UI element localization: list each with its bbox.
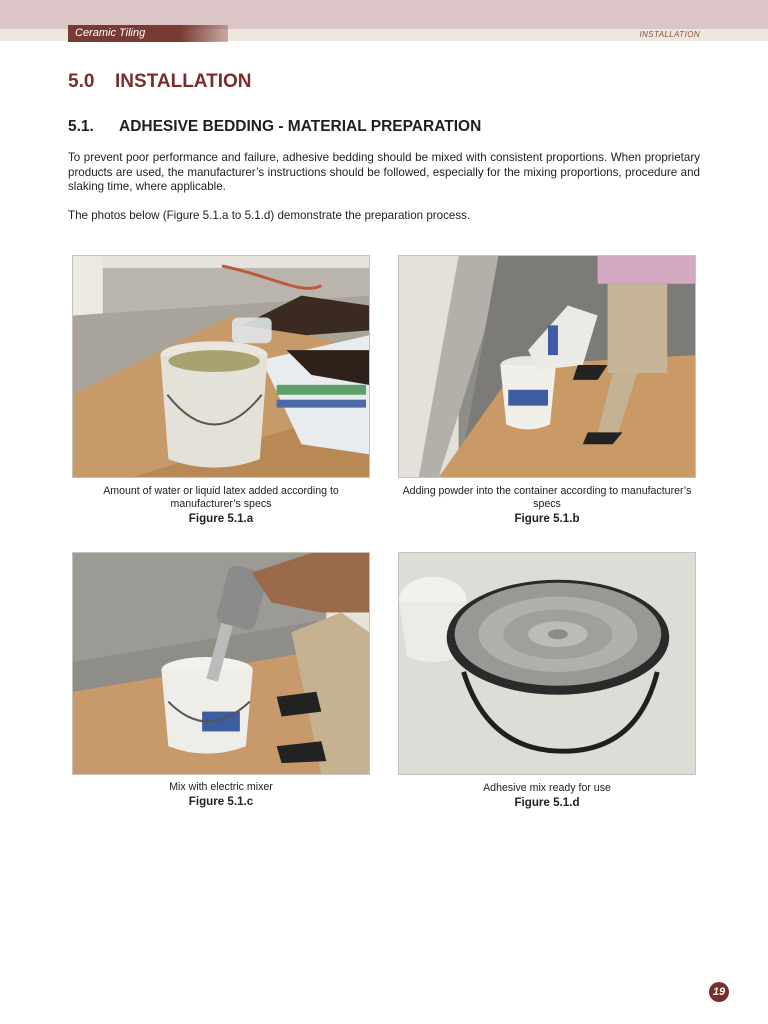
section-title: INSTALLATION [115,71,252,92]
figure-5-1-c-caption-block [72,781,370,809]
running-head: INSTALLATION [639,30,700,39]
body-paragraph-1: To prevent poor performance and failure, adhesive bedding should be mixed with consistent proportions. When proprietary products are used, the manufacturer’s instructions should be followed, especially for the mixing proportions, procedure and slaking time, where applicable. [68,151,700,193]
photo-figure-5-1-d [398,552,696,775]
figure-5-1-b-caption-block [398,485,696,526]
figure-5-1-a-caption: Amount of water or liquid latex added according to manufacturer’s specs [103,485,339,510]
subsection-number: 5.1. [68,118,94,135]
figure-5-1-d-caption-block [398,782,696,810]
figure-5-1-a-label: Figure 5.1.a [188,512,254,525]
figure-5-1-b-label: Figure 5.1.b [514,512,580,525]
subsection-heading [68,118,481,136]
document-title-tab: Ceramic Tiling [68,25,228,42]
figure-5-1-c-label: Figure 5.1.c [188,795,254,808]
section-heading [68,71,252,93]
figure-5-1-c-caption: Mix with electric mixer [169,781,273,793]
photo-figure-5-1-b [398,255,696,478]
page-number-badge: 19 [709,982,729,1002]
figure-5-1-a-caption-block [72,485,370,526]
photo-figure-5-1-a [72,255,370,478]
figure-5-1-d-label: Figure 5.1.d [514,796,580,809]
figure-5-1-d-caption: Adhesive mix ready for use [483,782,611,794]
photo-figure-5-1-c [72,552,370,775]
subsection-title: ADHESIVE BEDDING - MATERIAL PREPARATION [119,118,482,135]
section-number: 5.0 [68,71,95,92]
body-paragraph-2: The photos below (Figure 5.1.a to 5.1.d) demonstrate the preparation process. [68,209,471,222]
figure-5-1-b-caption: Adding powder into the container according to manufacturer’s specs [402,485,692,510]
